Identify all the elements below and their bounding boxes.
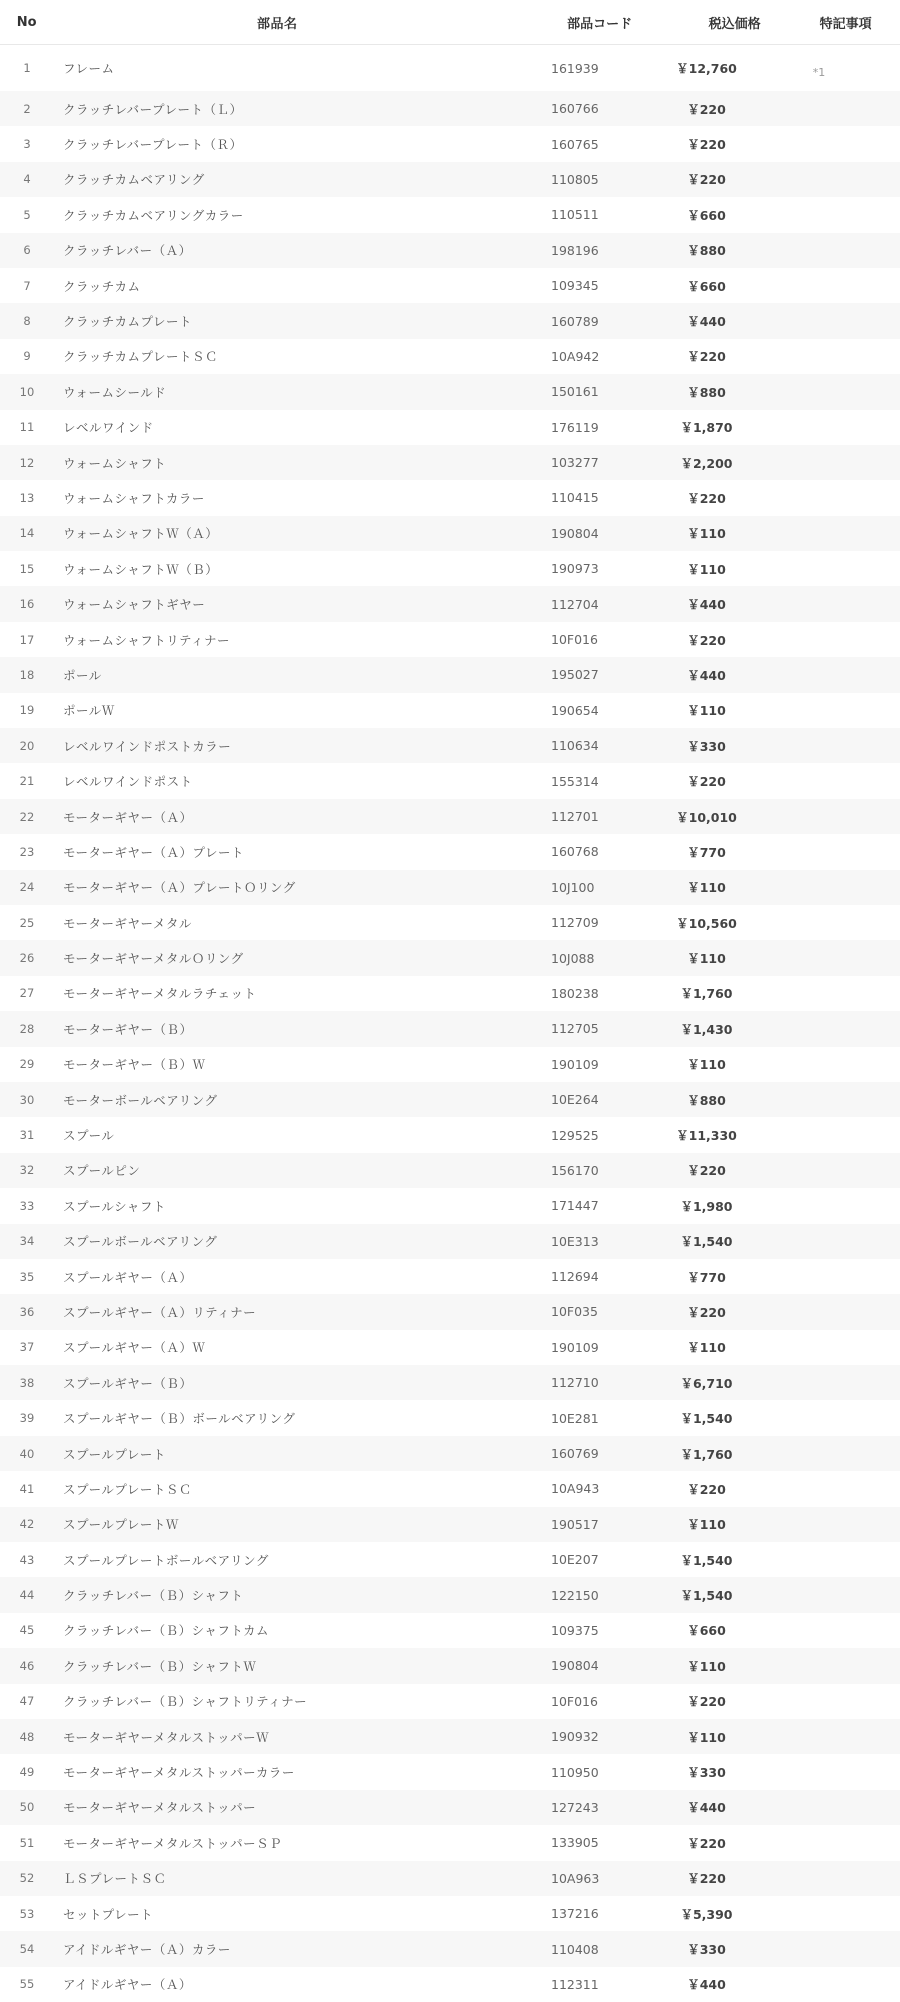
row-no: 20 <box>19 738 35 753</box>
row-code: 180238 <box>551 985 599 1001</box>
row-price: ￥440 <box>687 1800 726 1816</box>
row-name: モーターギヤー（Ｂ）Ｗ <box>63 1057 206 1073</box>
row-price: ￥770 <box>687 844 726 860</box>
row-no: 3 <box>23 137 31 152</box>
table-row <box>0 268 900 303</box>
row-price: ￥1,430 <box>680 1021 733 1037</box>
row-no: 30 <box>19 1092 35 1107</box>
table-row <box>0 1896 900 1931</box>
table-row <box>0 1117 900 1152</box>
table-row <box>0 763 900 798</box>
row-name: モーターギヤーメタルストッパーカラー <box>63 1765 295 1781</box>
table-row <box>0 1436 900 1471</box>
table-row <box>0 1294 900 1329</box>
row-name: クラッチレバー（Ｂ）シャフトリティナー <box>63 1694 308 1710</box>
header-name: 部品名 <box>257 16 298 32</box>
table-row <box>0 622 900 657</box>
row-name: クラッチレバープレート（Ｒ） <box>63 137 243 153</box>
row-name: スプールプレートＷ <box>63 1517 179 1533</box>
header-note: 特記事項 <box>819 16 872 32</box>
row-name: モーターギヤーメタルストッパー <box>63 1800 257 1816</box>
row-name: クラッチレバープレート（Ｌ） <box>63 101 243 117</box>
table-row <box>0 1684 900 1719</box>
row-name: スプールギヤー（Ａ）Ｗ <box>63 1340 206 1356</box>
table-row <box>0 1861 900 1896</box>
row-price: ￥1,870 <box>680 420 733 436</box>
row-no: 18 <box>19 667 35 682</box>
row-code: 160769 <box>551 1446 599 1462</box>
row-code: 10A943 <box>551 1481 600 1497</box>
row-name: クラッチレバー（Ａ） <box>63 243 192 259</box>
row-code: 110805 <box>551 171 599 187</box>
row-price: ￥110 <box>687 1517 726 1533</box>
row-code: 127243 <box>551 1799 599 1815</box>
table-row <box>0 799 900 834</box>
row-price: ￥220 <box>687 349 726 365</box>
table-row <box>0 233 900 268</box>
row-no: 48 <box>19 1729 35 1744</box>
row-code: 112705 <box>551 1021 599 1037</box>
row-no: 27 <box>19 986 35 1001</box>
row-name: スプールプレートボールベアリング <box>63 1552 269 1568</box>
row-price: ￥220 <box>687 1835 726 1851</box>
row-price: ￥1,540 <box>680 1552 733 1568</box>
row-name: ＬＳプレートＳＣ <box>63 1871 167 1887</box>
row-price: ￥1,540 <box>680 1588 733 1604</box>
row-no: 51 <box>19 1835 35 1850</box>
row-name: ウォームシャフトＷ（Ａ） <box>63 526 219 542</box>
row-name: モーターギヤー（Ａ）プレートＯリング <box>63 880 296 896</box>
table-row <box>0 480 900 515</box>
row-price: ￥220 <box>687 1481 726 1497</box>
row-name: スプールギヤー（Ａ） <box>63 1269 193 1285</box>
row-name: モーターギヤーメタルラチェット <box>63 986 257 1002</box>
row-no: 26 <box>19 951 35 966</box>
row-code: 190109 <box>551 1339 599 1355</box>
row-price: ￥330 <box>687 1942 726 1957</box>
row-code: 112694 <box>551 1269 599 1285</box>
row-price: ￥1,760 <box>680 986 733 1002</box>
row-code: 190517 <box>551 1516 599 1532</box>
row-price: ￥660 <box>687 1623 726 1639</box>
row-name: クラッチカムプレート <box>63 314 193 330</box>
table-row <box>0 1790 900 1825</box>
row-no: 22 <box>19 809 35 824</box>
table-row <box>0 45 900 91</box>
row-code: 150161 <box>551 384 599 400</box>
table-row <box>0 1825 900 1860</box>
row-no: 45 <box>19 1623 35 1638</box>
row-name: クラッチレバー（Ｂ）シャフトＷ <box>63 1658 257 1674</box>
row-no: 9 <box>23 349 31 364</box>
row-name: セットプレート <box>63 1906 154 1922</box>
table-row <box>0 445 900 480</box>
row-code: 160765 <box>551 136 599 152</box>
row-no: 52 <box>19 1871 35 1886</box>
row-code: 190973 <box>551 561 599 577</box>
row-code: 10E313 <box>551 1233 599 1249</box>
row-no: 19 <box>19 703 35 718</box>
row-no: 28 <box>19 1021 35 1036</box>
row-price: ￥330 <box>687 738 726 754</box>
row-code: 190932 <box>551 1729 599 1745</box>
row-code: 155314 <box>551 773 599 789</box>
row-price: ￥2,200 <box>680 455 733 471</box>
row-name: ポール <box>63 667 102 683</box>
row-name: スプールプレート <box>63 1446 166 1462</box>
row-code: 112701 <box>551 809 599 824</box>
row-name: スプールプレートＳＣ <box>63 1481 192 1497</box>
row-price: ￥10,010 <box>676 809 737 825</box>
table-row <box>0 1967 900 2002</box>
table-row <box>0 162 900 197</box>
row-name: クラッチカムベアリングカラー <box>63 207 244 223</box>
row-no: 35 <box>19 1269 35 1284</box>
header-code: 部品コード <box>567 16 633 32</box>
row-code: 137216 <box>551 1906 599 1922</box>
row-code: 10J100 <box>551 879 595 895</box>
row-price: ￥880 <box>687 1092 726 1108</box>
row-no: 29 <box>19 1057 35 1072</box>
row-price: ￥440 <box>687 597 726 613</box>
row-code: 176119 <box>551 419 599 435</box>
row-price: ￥1,540 <box>680 1411 733 1427</box>
row-code: 112704 <box>551 596 599 612</box>
table-row <box>0 586 900 621</box>
table-row <box>0 339 900 374</box>
row-price: ￥880 <box>687 384 726 400</box>
row-price: ￥220 <box>687 490 726 506</box>
row-price: ￥110 <box>687 1340 726 1356</box>
table-row <box>0 1648 900 1683</box>
row-code: 190804 <box>551 1658 599 1674</box>
row-price: ￥770 <box>687 1269 726 1285</box>
table-row <box>0 516 900 551</box>
row-code: 198196 <box>551 242 599 258</box>
row-code: 110415 <box>551 490 599 506</box>
row-name: レベルワインドポストカラー <box>63 738 232 754</box>
row-price: ￥110 <box>687 526 726 542</box>
row-no: 49 <box>19 1765 35 1780</box>
row-code: 110950 <box>551 1764 599 1780</box>
row-price: ￥1,980 <box>680 1198 733 1214</box>
row-no: 4 <box>23 172 31 187</box>
row-name: モーターボールベアリング <box>63 1092 218 1108</box>
row-price: ￥11,330 <box>676 1128 737 1144</box>
row-price: ￥110 <box>687 703 726 719</box>
row-price: ￥220 <box>687 1871 726 1887</box>
row-code: 156170 <box>551 1162 599 1178</box>
row-price: ￥220 <box>687 137 726 153</box>
row-price: ￥1,540 <box>680 1234 733 1250</box>
row-no: 31 <box>19 1128 35 1143</box>
row-price: ￥220 <box>687 1163 726 1179</box>
table-row <box>0 1507 900 1542</box>
table-body <box>0 45 900 2002</box>
row-no: 53 <box>19 1906 35 1921</box>
row-code: 160789 <box>551 313 599 329</box>
row-name: クラッチレバー（Ｂ）シャフトカム <box>63 1623 270 1639</box>
row-name: クラッチカム <box>63 278 141 294</box>
row-no: 12 <box>19 455 35 470</box>
row-name: モーターギヤーメタルストッパーＳＰ <box>63 1835 283 1851</box>
row-code: 133905 <box>551 1835 599 1851</box>
row-price: ￥220 <box>687 774 726 790</box>
row-code: 10F016 <box>551 632 598 648</box>
table-row <box>0 126 900 161</box>
row-price: ￥660 <box>687 278 726 294</box>
table-row <box>0 1365 900 1400</box>
table-row <box>0 905 900 940</box>
row-no: 24 <box>19 880 35 895</box>
row-no: 39 <box>19 1411 35 1426</box>
row-code: 160766 <box>551 101 599 117</box>
row-no: 43 <box>19 1552 35 1567</box>
table-row <box>0 1047 900 1082</box>
row-name: スプールシャフト <box>63 1198 166 1214</box>
row-no: 55 <box>19 1977 35 1992</box>
row-name: レベルワインド <box>63 420 154 436</box>
row-no: 33 <box>19 1198 35 1213</box>
row-no: 2 <box>23 101 31 116</box>
row-no: 23 <box>19 844 35 859</box>
row-no: 15 <box>19 561 35 576</box>
row-price: ￥220 <box>687 1694 726 1710</box>
row-code: 109345 <box>551 278 599 294</box>
row-price: ￥440 <box>687 667 726 683</box>
row-code: 190654 <box>551 702 599 718</box>
row-name: アイドルギヤー（Ａ） <box>63 1977 192 1993</box>
row-price: ￥110 <box>687 951 726 967</box>
table-row <box>0 1754 900 1789</box>
row-name: アイドルギヤー（Ａ）カラー <box>63 1942 231 1957</box>
row-no: 42 <box>19 1517 35 1532</box>
row-price: ￥110 <box>687 561 726 577</box>
row-price: ￥110 <box>687 880 726 896</box>
row-code: 112311 <box>551 1976 599 1992</box>
row-no: 47 <box>19 1694 35 1709</box>
row-no: 54 <box>19 1942 35 1956</box>
row-price: ￥660 <box>687 207 726 223</box>
row-price: ￥12,760 <box>676 61 737 76</box>
table-row <box>0 1400 900 1435</box>
row-price: ￥220 <box>687 172 726 188</box>
row-code: 195027 <box>551 667 599 683</box>
table-row <box>0 1153 900 1188</box>
row-no: 21 <box>19 774 35 789</box>
row-price: ￥110 <box>687 1057 726 1073</box>
table-row <box>0 728 900 763</box>
row-price: ￥110 <box>687 1658 726 1674</box>
row-price: ￥440 <box>687 1977 726 1993</box>
row-name: ポールＷ <box>63 703 115 719</box>
header-no: No <box>16 14 37 30</box>
table-row <box>0 693 900 728</box>
table-row <box>0 91 900 126</box>
header-price: 税込価格 <box>708 16 761 32</box>
row-code: 190804 <box>551 525 599 541</box>
row-no: 40 <box>19 1446 35 1461</box>
row-no: 17 <box>19 632 35 647</box>
row-name: レベルワインドポスト <box>63 774 193 790</box>
row-name: フレーム <box>63 61 115 76</box>
row-code: 129525 <box>551 1127 599 1143</box>
row-name: ウォームシャフトギヤー <box>63 597 206 613</box>
row-price: ￥6,710 <box>680 1375 733 1391</box>
row-code: 190109 <box>551 1056 599 1072</box>
row-name: モーターギヤーメタルＯリング <box>63 951 244 967</box>
table-row <box>0 1542 900 1577</box>
row-price: ￥1,760 <box>680 1446 733 1462</box>
table-row <box>0 303 900 338</box>
row-code: 112710 <box>551 1375 599 1391</box>
row-no: 32 <box>19 1163 35 1178</box>
row-no: 6 <box>23 243 31 258</box>
row-name: ウォームシャフト <box>63 455 167 471</box>
row-name: モーターギヤー（Ａ）プレート <box>63 844 245 860</box>
row-price: ￥220 <box>687 632 726 648</box>
row-price: ￥110 <box>687 1729 726 1745</box>
row-name: ウォームシャフトカラー <box>63 490 205 506</box>
table-row <box>0 1613 900 1648</box>
table-row <box>0 1011 900 1046</box>
row-no: 41 <box>19 1481 35 1496</box>
row-no: 44 <box>19 1588 35 1603</box>
row-code: 10E207 <box>551 1552 599 1568</box>
row-code: 10E281 <box>551 1410 599 1426</box>
row-name: クラッチカムベアリング <box>63 172 205 188</box>
row-code: 171447 <box>551 1198 599 1214</box>
row-no: 36 <box>19 1304 35 1319</box>
table-row <box>0 940 900 975</box>
row-no: 1 <box>23 61 31 75</box>
row-name: クラッチレバー（Ｂ）シャフト <box>63 1588 244 1604</box>
table-row <box>0 1082 900 1117</box>
table-row <box>0 1224 900 1259</box>
row-no: 14 <box>19 526 35 541</box>
table-row <box>0 374 900 409</box>
row-code: 10A963 <box>551 1870 600 1886</box>
row-name: スプールギヤー（Ｂ） <box>63 1375 193 1391</box>
row-price: ￥440 <box>687 314 726 330</box>
row-name: モーターギヤーメタルストッパーＷ <box>63 1729 270 1745</box>
table-row <box>0 1577 900 1612</box>
table-row <box>0 551 900 586</box>
table-row <box>0 870 900 905</box>
table-row <box>0 1931 900 1966</box>
row-code: 10F035 <box>551 1304 598 1320</box>
row-price: ￥10,560 <box>676 915 737 931</box>
table-row <box>0 1471 900 1506</box>
row-price: ￥5,390 <box>680 1906 733 1922</box>
row-no: 50 <box>19 1800 35 1815</box>
row-code: 122150 <box>551 1587 599 1603</box>
row-no: 34 <box>19 1234 35 1249</box>
row-code: 110634 <box>551 738 599 754</box>
row-no: 16 <box>19 597 35 612</box>
table-row <box>0 197 900 232</box>
row-no: 38 <box>19 1375 35 1390</box>
row-no: 8 <box>23 314 31 329</box>
row-code: 10J088 <box>551 950 595 966</box>
row-code: 10E264 <box>551 1092 599 1108</box>
table-row <box>0 1188 900 1223</box>
row-code: 10A942 <box>551 348 600 364</box>
row-price: ￥330 <box>687 1765 726 1781</box>
row-no: 10 <box>19 384 35 399</box>
row-code: 10F016 <box>551 1693 598 1709</box>
row-code: 110408 <box>551 1941 599 1957</box>
row-code: 161939 <box>551 60 599 76</box>
row-name: スプール <box>63 1128 115 1144</box>
row-name: スプールギヤー（Ｂ）ボールベアリング <box>63 1411 296 1427</box>
row-price: ￥880 <box>687 243 726 259</box>
table-row <box>0 657 900 692</box>
row-code: 109375 <box>551 1622 599 1638</box>
row-code: 103277 <box>551 455 599 471</box>
row-name: ウォームシールド <box>63 384 167 400</box>
table-row <box>0 1330 900 1365</box>
row-price: ￥220 <box>687 1304 726 1320</box>
row-name: モーターギヤー（Ａ） <box>63 809 193 825</box>
row-name: スプールピン <box>63 1163 141 1179</box>
table-row <box>0 976 900 1011</box>
row-no: 37 <box>19 1340 35 1355</box>
row-no: 46 <box>19 1658 35 1673</box>
table-row <box>0 1719 900 1754</box>
row-name: モーターギヤー（Ｂ） <box>63 1021 193 1037</box>
row-name: ウォームシャフトリティナー <box>63 632 231 648</box>
row-name: スプールボールベアリング <box>63 1234 218 1250</box>
row-code: 112709 <box>551 915 599 931</box>
row-no: 13 <box>19 490 35 505</box>
table-row <box>0 410 900 445</box>
row-no: 25 <box>19 915 35 930</box>
row-code: 160768 <box>551 844 599 860</box>
row-no: 5 <box>23 207 31 222</box>
row-no: 7 <box>23 278 31 293</box>
table-row <box>0 1259 900 1294</box>
row-name: クラッチカムプレートＳＣ <box>63 349 219 365</box>
row-price: ￥220 <box>687 101 726 117</box>
row-name: スプールギヤー（Ａ）リティナー <box>63 1304 257 1320</box>
row-name: ウォームシャフトＷ（Ｂ） <box>63 561 219 577</box>
table-header <box>0 0 900 45</box>
row-name: モーターギヤーメタル <box>63 915 192 931</box>
table-row <box>0 834 900 869</box>
row-code: 110511 <box>551 207 599 223</box>
row-no: 11 <box>19 420 35 435</box>
row-note: *1 <box>812 65 826 79</box>
